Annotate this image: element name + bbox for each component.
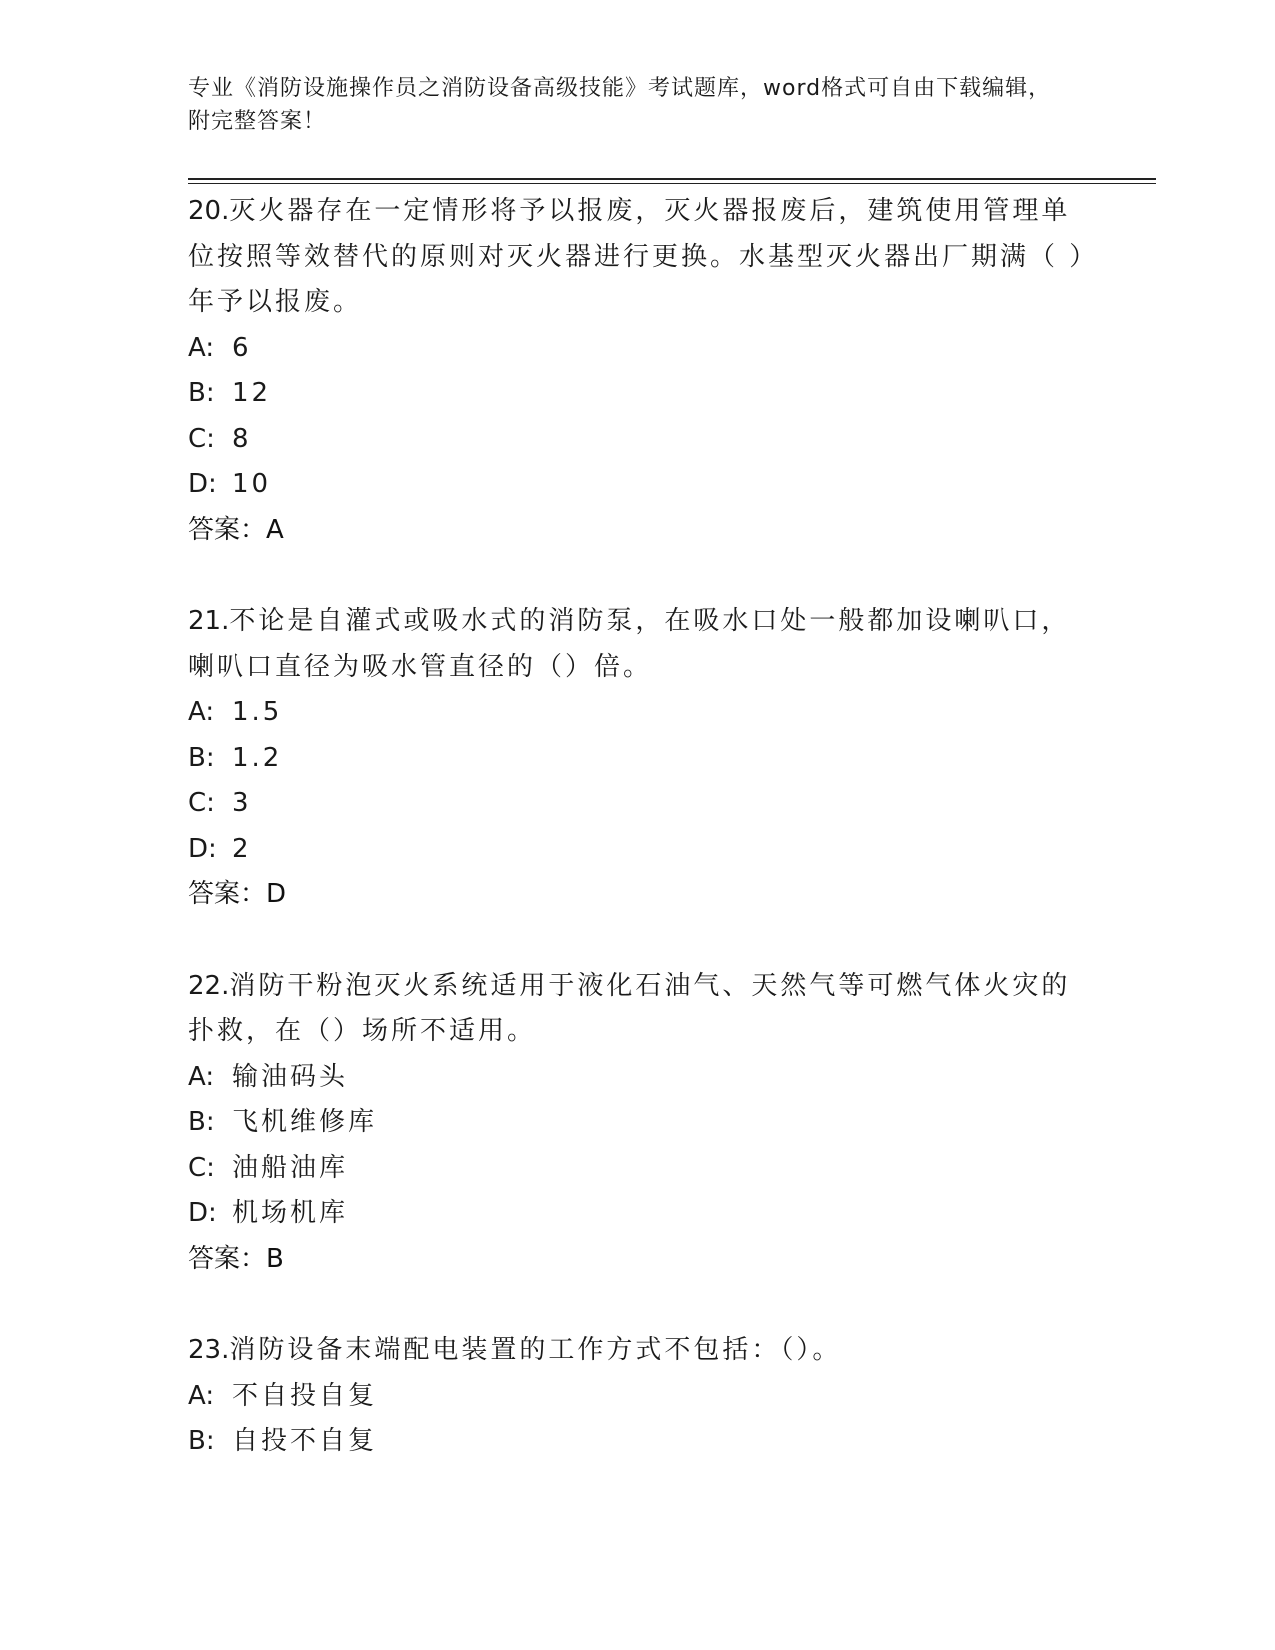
option-a xyxy=(188,326,1088,372)
option-text: 不自投自复 xyxy=(232,1380,378,1411)
question-text: 灭火器存在一定情形将予以报废，灭火器报废后，建筑使用管理单位按照等效替代的原则对灭火器进行更换。水基型灭火器出厂期满（ ）年予以报废。 xyxy=(188,196,1086,317)
option-d xyxy=(188,827,1088,873)
question-23 xyxy=(188,1328,1088,1465)
option-c xyxy=(188,1146,1088,1192)
question-20 xyxy=(188,189,1088,553)
option-b xyxy=(188,1419,1088,1465)
answer-line: 答案：A xyxy=(188,514,284,545)
answer-line: 答案：B xyxy=(188,1243,284,1274)
question-number: 21. xyxy=(188,606,230,636)
option-letter: B: xyxy=(188,1426,215,1456)
question-text: 消防干粉泡灭火系统适用于液化石油气、天然气等可燃气体火灾的扑救，在（）场所不适用。 xyxy=(188,970,1071,1046)
question-number: 20. xyxy=(188,196,230,226)
option-text: 1.2 xyxy=(232,742,283,773)
option-c xyxy=(188,417,1088,463)
option-b xyxy=(188,1100,1088,1146)
option-letter: D: xyxy=(188,1198,217,1228)
option-d xyxy=(188,462,1088,508)
option-letter: D: xyxy=(188,833,217,864)
option-text: 8 xyxy=(232,423,252,454)
answer-line: 答案：D xyxy=(188,879,287,909)
option-letter: A: xyxy=(188,1380,215,1411)
question-21 xyxy=(188,599,1088,918)
option-a xyxy=(188,1055,1088,1101)
option-a xyxy=(188,1374,1088,1420)
option-text: 输油码头 xyxy=(232,1061,349,1092)
option-letter: D: xyxy=(188,469,217,499)
option-letter: C: xyxy=(188,788,215,818)
question-stem xyxy=(188,189,1088,326)
option-letter: B: xyxy=(188,1107,215,1137)
option-letter: A: xyxy=(188,697,215,727)
option-text: 2 xyxy=(232,833,252,864)
question-text: 不论是自灌式或吸水式的消防泵，在吸水口处一般都加设喇叭口，喇叭口直径为吸水管直径的（）倍。 xyxy=(188,606,1071,682)
option-text: 飞机维修库 xyxy=(232,1107,378,1137)
question-list xyxy=(188,189,1088,1511)
question-number: 23. xyxy=(188,1335,230,1365)
option-b xyxy=(188,371,1088,417)
question-text: 消防设备末端配电装置的工作方式不包括：（）。 xyxy=(229,1335,842,1365)
option-text: 自投不自复 xyxy=(232,1426,378,1456)
option-letter: A: xyxy=(188,1061,215,1092)
option-text: 油船油库 xyxy=(232,1152,349,1183)
header-divider-thick xyxy=(188,178,1156,180)
option-text: 6 xyxy=(232,332,252,363)
option-letter: A: xyxy=(188,332,215,363)
option-text: 10 xyxy=(232,469,272,499)
document-header: 专业《消防设施操作员之消防设备高级技能》考试题库，word格式可自由下载编辑，附完整答案！ xyxy=(188,76,1052,134)
option-letter: B: xyxy=(188,742,215,773)
option-text: 3 xyxy=(232,788,252,818)
question-stem xyxy=(188,1328,1088,1374)
option-letter: C: xyxy=(188,423,215,454)
option-letter: B: xyxy=(188,378,215,408)
option-letter: C: xyxy=(188,1152,215,1183)
question-number: 22. xyxy=(188,970,230,1001)
header-divider-thin xyxy=(188,183,1156,184)
option-text: 机场机库 xyxy=(232,1198,349,1228)
option-text: 12 xyxy=(232,378,272,408)
option-text: 1.5 xyxy=(232,697,283,727)
option-c xyxy=(188,781,1088,827)
option-b xyxy=(188,736,1088,782)
option-d xyxy=(188,1191,1088,1237)
question-stem xyxy=(188,599,1088,690)
question-22 xyxy=(188,964,1088,1283)
question-stem xyxy=(188,964,1088,1055)
option-a xyxy=(188,690,1088,736)
